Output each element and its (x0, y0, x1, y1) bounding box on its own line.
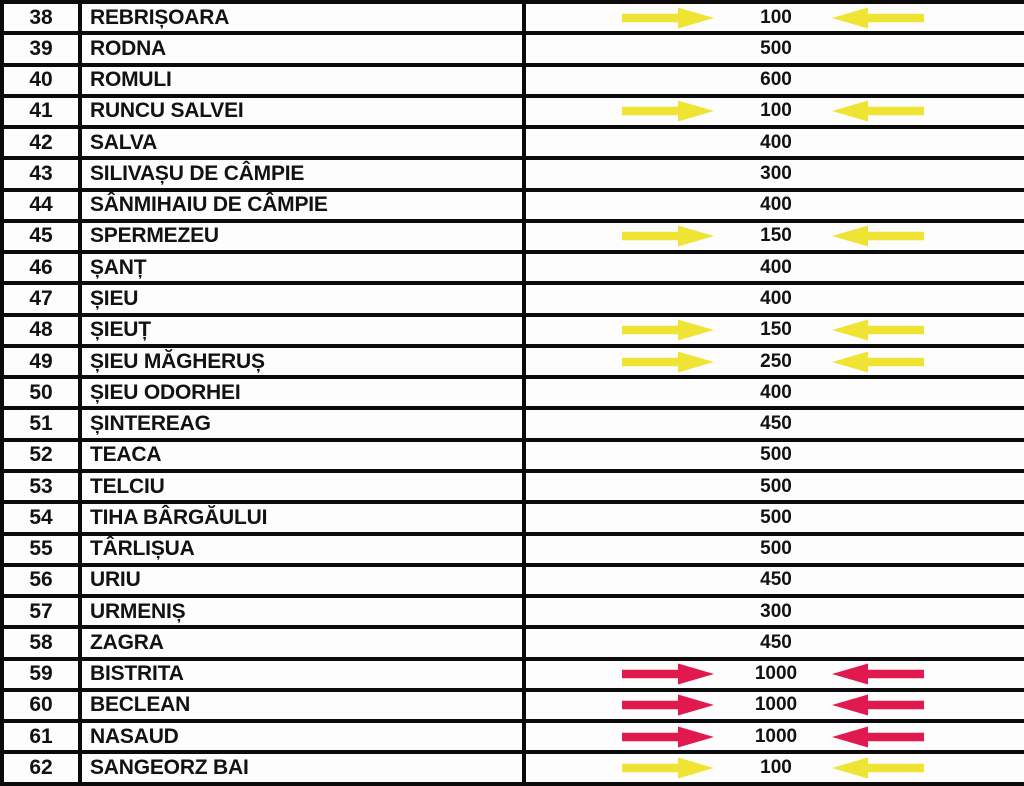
row-number: 61 (29, 724, 53, 748)
value-cell (524, 127, 1024, 158)
locality-name: ȘIEU (90, 287, 139, 311)
locality-name-cell (80, 252, 524, 283)
locality-name-cell (80, 471, 524, 502)
row-number-cell (2, 158, 80, 189)
locality-name-cell (80, 190, 524, 221)
row-number: 62 (29, 756, 53, 780)
locality-name: ȘANȚ (90, 255, 147, 279)
row-number: 38 (29, 5, 53, 29)
locality-name: URIU (90, 568, 141, 592)
locality-name: ȘIEU ODORHEI (90, 380, 241, 404)
arrow-left-icon (832, 664, 924, 685)
locality-name: SPERMEZEU (90, 224, 219, 248)
locality-name-cell (80, 690, 524, 721)
row-number-cell (2, 346, 80, 377)
value-text: 100 (760, 757, 792, 779)
row-number: 59 (29, 662, 53, 686)
value-text: 400 (760, 194, 792, 216)
value-text: 150 (760, 319, 792, 341)
locality-name-cell (80, 158, 524, 189)
value-text: 100 (760, 100, 792, 122)
table-row (2, 33, 1024, 64)
locality-name: TELCIU (90, 474, 165, 498)
value-text: 300 (760, 162, 792, 184)
table-row (2, 96, 1024, 127)
table-row (2, 158, 1024, 189)
value-cell (524, 721, 1024, 752)
locality-name: ZAGRA (90, 630, 164, 654)
value-cell (524, 377, 1024, 408)
row-number-cell (2, 33, 80, 64)
value-cell (524, 752, 1024, 784)
value-cell (524, 2, 1024, 33)
row-number: 53 (29, 474, 53, 498)
table-row (2, 377, 1024, 408)
table-row (2, 565, 1024, 596)
value-text: 500 (760, 37, 792, 59)
row-number: 49 (29, 349, 53, 373)
table-row (2, 283, 1024, 314)
locality-name: TEACA (90, 443, 162, 467)
value-cell (524, 596, 1024, 627)
arrow-left-icon (832, 758, 924, 779)
value-text: 400 (760, 131, 792, 153)
value-text: 1000 (754, 694, 798, 716)
row-number-cell (2, 221, 80, 252)
value-text: 150 (760, 225, 792, 247)
value-text: 600 (760, 69, 792, 91)
row-number-cell (2, 315, 80, 346)
row-number-cell (2, 65, 80, 96)
locality-name: REBRIȘOARA (90, 5, 230, 29)
row-number: 43 (29, 161, 53, 185)
row-number-cell (2, 659, 80, 690)
row-number: 39 (29, 36, 53, 60)
locality-name: TÂRLIȘUA (90, 537, 195, 561)
value-cell (524, 96, 1024, 127)
value-text: 300 (760, 600, 792, 622)
row-number-cell (2, 565, 80, 596)
table-row (2, 221, 1024, 252)
locality-name-cell (80, 659, 524, 690)
row-number-cell (2, 721, 80, 752)
locality-name-cell (80, 315, 524, 346)
value-text: 400 (760, 256, 792, 278)
locality-name-cell (80, 377, 524, 408)
value-text: 400 (760, 381, 792, 403)
table-row (2, 315, 1024, 346)
locality-name-cell (80, 565, 524, 596)
row-number-cell (2, 534, 80, 565)
row-number: 57 (29, 599, 53, 623)
table-row (2, 440, 1024, 471)
row-number: 60 (29, 693, 53, 717)
locality-name: BISTRITA (90, 662, 184, 686)
row-number: 48 (29, 318, 53, 342)
row-number-cell (2, 471, 80, 502)
row-number-cell (2, 627, 80, 658)
row-number: 52 (29, 443, 53, 467)
locality-name: ȘINTEREAG (90, 412, 211, 436)
table-row (2, 627, 1024, 658)
row-number: 50 (29, 380, 53, 404)
value-cell (524, 33, 1024, 64)
locality-name-cell (80, 408, 524, 439)
value-cell (524, 65, 1024, 96)
row-number-cell (2, 283, 80, 314)
locality-name: RUNCU SALVEI (90, 99, 244, 123)
locality-name: TIHA BÂRGĂULUI (90, 505, 268, 529)
arrow-left-icon (832, 726, 924, 747)
locality-name-cell (80, 2, 524, 33)
value-cell (524, 283, 1024, 314)
locality-name: ROMULI (90, 68, 172, 92)
locality-name-cell (80, 502, 524, 533)
value-cell (524, 158, 1024, 189)
locality-name-cell (80, 127, 524, 158)
row-number-cell (2, 377, 80, 408)
locality-name-cell (80, 534, 524, 565)
arrow-left-icon (832, 320, 924, 341)
locality-name-cell (80, 346, 524, 377)
row-number-cell (2, 502, 80, 533)
row-number-cell (2, 96, 80, 127)
value-cell (524, 565, 1024, 596)
value-cell (524, 471, 1024, 502)
row-number-cell (2, 440, 80, 471)
table-row (2, 502, 1024, 533)
locality-name: SALVA (90, 130, 158, 154)
table-row (2, 190, 1024, 221)
table-row (2, 690, 1024, 721)
value-cell (524, 252, 1024, 283)
table-row (2, 127, 1024, 158)
value-text: 1000 (754, 663, 798, 685)
locality-name-cell (80, 65, 524, 96)
value-text: 500 (760, 444, 792, 466)
value-text: 100 (760, 6, 792, 28)
row-number: 51 (29, 412, 53, 436)
table-row (2, 752, 1024, 784)
table-row (2, 65, 1024, 96)
row-number: 45 (29, 224, 53, 248)
row-number-cell (2, 752, 80, 784)
row-number: 47 (29, 287, 53, 311)
value-cell (524, 502, 1024, 533)
locality-name-cell (80, 221, 524, 252)
table-row (2, 659, 1024, 690)
locality-name: SÂNMIHAIU DE CÂMPIE (90, 193, 328, 217)
row-number-cell (2, 190, 80, 221)
table-row (2, 721, 1024, 752)
row-number-cell (2, 127, 80, 158)
value-text: 500 (760, 506, 792, 528)
row-number: 44 (29, 193, 53, 217)
value-text: 450 (760, 413, 792, 435)
value-text: 1000 (754, 725, 798, 747)
value-text: 250 (760, 350, 792, 372)
value-cell (524, 440, 1024, 471)
table-row (2, 346, 1024, 377)
row-number: 41 (29, 99, 53, 123)
locality-name: BECLEAN (90, 693, 191, 717)
value-cell (524, 408, 1024, 439)
locality-name-cell (80, 627, 524, 658)
row-number-cell (2, 2, 80, 33)
locality-name: URMENIȘ (90, 599, 186, 623)
arrow-left-icon (832, 351, 924, 372)
value-cell (524, 346, 1024, 377)
value-cell (524, 659, 1024, 690)
locality-name-cell (80, 721, 524, 752)
value-text: 500 (760, 475, 792, 497)
locality-name-cell (80, 752, 524, 784)
row-number-cell (2, 690, 80, 721)
locality-name: SILIVAȘU DE CÂMPIE (90, 161, 305, 185)
locality-name: SANGEORZ BAI (90, 756, 249, 780)
arrow-left-icon (832, 226, 924, 247)
table-row (2, 471, 1024, 502)
row-number: 42 (29, 130, 53, 154)
locality-name-cell (80, 96, 524, 127)
row-number: 46 (29, 255, 53, 279)
locality-name-cell (80, 283, 524, 314)
table-row (2, 596, 1024, 627)
value-cell (524, 315, 1024, 346)
row-number-cell (2, 408, 80, 439)
table-row (2, 252, 1024, 283)
row-number: 54 (29, 505, 53, 529)
table-row (2, 2, 1024, 33)
row-number: 56 (29, 568, 53, 592)
table-row (2, 534, 1024, 565)
value-text: 400 (760, 288, 792, 310)
row-number: 58 (29, 630, 53, 654)
locality-name-cell (80, 440, 524, 471)
arrow-left-icon (832, 695, 924, 716)
value-text: 500 (760, 538, 792, 560)
locality-name: RODNA (90, 36, 166, 60)
arrow-left-icon (832, 7, 924, 28)
row-number-cell (2, 252, 80, 283)
value-text: 450 (760, 631, 792, 653)
value-cell (524, 221, 1024, 252)
table-row (2, 408, 1024, 439)
row-number: 40 (29, 68, 53, 92)
table-body (2, 2, 1024, 784)
locality-name: NASAUD (90, 724, 179, 748)
row-number: 55 (29, 537, 53, 561)
value-text: 450 (760, 569, 792, 591)
locality-name-cell (80, 33, 524, 64)
value-cell (524, 534, 1024, 565)
value-cell (524, 690, 1024, 721)
locality-name: ȘIEUȚ (90, 318, 151, 342)
locality-name-cell (80, 596, 524, 627)
value-cell (524, 627, 1024, 658)
value-cell (524, 190, 1024, 221)
arrow-left-icon (832, 101, 924, 122)
locality-name: ȘIEU MĂGHERUȘ (90, 349, 265, 373)
row-number-cell (2, 596, 80, 627)
